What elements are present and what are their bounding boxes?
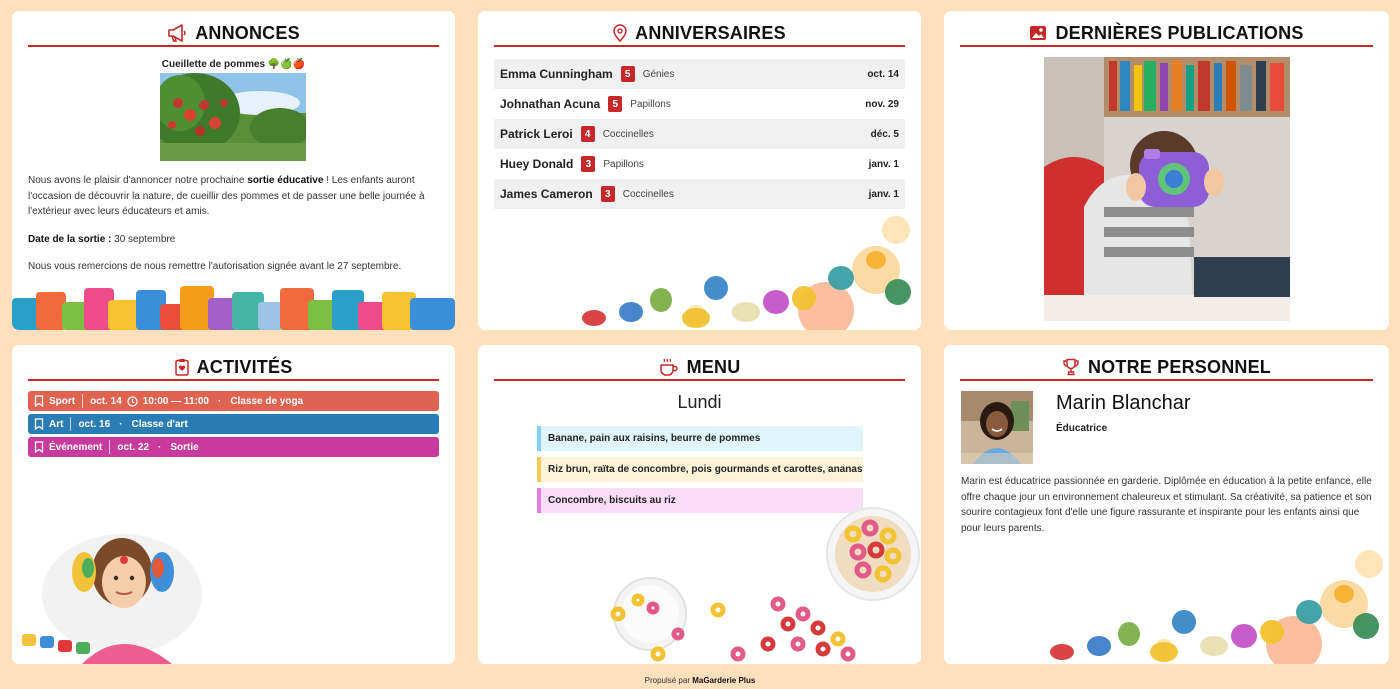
- activity-time: 10:00 — 11:00: [142, 395, 209, 407]
- announcement-body: [28, 173, 431, 287]
- announcement-paragraph: Nous vous remercions de nous remettre l'autorisation signée avant le 27 septembre.: [28, 261, 402, 272]
- menu-card: [478, 345, 921, 664]
- menu-item-text: Banane, pain aux raisins, beurre de pommes: [548, 433, 761, 444]
- birthday-row: [494, 89, 905, 119]
- activity-name: Classe d'art: [131, 418, 188, 430]
- divider: [82, 394, 83, 408]
- birthday-list: [494, 59, 905, 209]
- activities-card: [12, 345, 455, 664]
- coffee-cup-icon: [659, 358, 679, 376]
- activities-header: [28, 357, 439, 381]
- menu-title: MENU: [686, 356, 741, 377]
- announcement-emphasis: sortie éducative: [247, 175, 324, 186]
- birthday-date: janv. 1: [868, 188, 899, 200]
- dot-separator: ·: [119, 418, 123, 430]
- date-label: Date de la sortie :: [28, 233, 112, 245]
- footer: [0, 676, 1400, 685]
- bookmark-icon: [34, 395, 44, 407]
- activity-name: Classe de yoga: [230, 395, 304, 407]
- birthdays-title: ANNIVERSAIRES: [635, 22, 786, 43]
- dot-separator: ·: [217, 395, 222, 407]
- megaphone-icon: [167, 24, 187, 42]
- birthday-row: [494, 59, 905, 89]
- activity-row-art[interactable]: [28, 414, 439, 434]
- staff-title: NOTRE PERSONNEL: [1087, 356, 1272, 377]
- divider: [70, 417, 71, 431]
- birthday-date: oct. 14: [867, 68, 899, 80]
- age-badge: 3: [581, 156, 595, 172]
- image-icon: [1029, 25, 1047, 41]
- announcements-header: [28, 23, 439, 47]
- activity-date: oct. 16: [78, 418, 111, 430]
- announcement-paragraph: [28, 173, 431, 220]
- activity-name: Sortie: [170, 441, 199, 453]
- birthday-group: Papillons: [630, 98, 671, 110]
- birthday-group: Papillons: [603, 158, 644, 170]
- trophy-icon: [1062, 358, 1080, 376]
- birthday-date: déc. 5: [870, 128, 899, 140]
- puzzle-pieces-decoration: [12, 284, 455, 330]
- dot-separator: ·: [158, 441, 162, 453]
- activities-title: ACTIVITÉS: [196, 356, 293, 377]
- birthday-group: Coccinelles: [602, 128, 654, 140]
- announcement-text: Nous avons le plaisir d'annoncer notre prochaine: [28, 175, 248, 186]
- date-value: 30 septembre: [111, 233, 176, 245]
- age-badge: 3: [601, 186, 615, 202]
- clock-icon: [127, 396, 138, 407]
- map-pin-icon: [613, 24, 627, 42]
- cereal-decoration: [478, 504, 921, 664]
- birthday-name: Patrick Leroi: [500, 127, 573, 141]
- activity-category: Art: [49, 418, 64, 430]
- staff-card: [944, 345, 1389, 664]
- birthday-date: janv. 1: [868, 158, 899, 170]
- announcements-card: [12, 11, 455, 330]
- birthday-name: Huey Donald: [500, 157, 574, 171]
- footer-prefix: Propulsé par: [644, 676, 693, 685]
- footer-brand-link[interactable]: MaGarderie Plus: [692, 676, 756, 685]
- publications-title: DERNIÈRES PUBLICATIONS: [1055, 22, 1304, 43]
- bookmark-icon: [34, 418, 44, 430]
- birthday-row: [494, 119, 905, 149]
- announcements-title: ANNONCES: [195, 22, 300, 43]
- staff-name: Marin Blanchar: [1056, 392, 1191, 414]
- birthday-name: Emma Cunningham: [500, 67, 613, 81]
- publications-header: [960, 23, 1373, 47]
- activities-list: [28, 391, 439, 460]
- menu-item-text: Riz brun, raïta de concombre, pois gourmands et carottes, ananas: [548, 464, 863, 475]
- apple-orchard-image: [160, 73, 306, 161]
- activity-row-event[interactable]: [28, 437, 439, 457]
- activity-date: oct. 22: [117, 441, 150, 453]
- painted-hands-decoration: [576, 200, 921, 330]
- activity-category: Sport: [49, 395, 76, 407]
- bookmark-icon: [34, 441, 44, 453]
- birthday-row: [494, 149, 905, 179]
- divider: [109, 440, 110, 454]
- menu-item: [537, 457, 863, 482]
- staff-role: Éducatrice: [1056, 423, 1108, 434]
- birthday-group: Coccinelles: [622, 188, 674, 200]
- birthday-name: Johnathan Acuna: [500, 97, 601, 111]
- clipboard-heart-icon: [175, 358, 189, 376]
- activity-date: oct. 14: [90, 395, 122, 407]
- birthday-group: Génies: [642, 68, 675, 80]
- activity-row-sport[interactable]: [28, 391, 439, 411]
- menu-day: Lundi: [677, 392, 722, 412]
- age-badge: 5: [608, 96, 622, 112]
- birthday-name: James Cameron: [500, 187, 593, 201]
- staff-bio: Marin est éducatrice passionnée en garderie. Diplômée en éducation à la petite enfance, elle offre chaque jour un environnement chaleureux et stimulant. Sa créativité, sa patience et son sourire contagieux font d'elle une figure rassurante et inspirante pour les enfants ainsi que pour leurs parents.: [961, 476, 1372, 534]
- publications-card: [944, 11, 1389, 330]
- age-badge: 4: [581, 126, 595, 142]
- publication-photo[interactable]: [1044, 57, 1290, 321]
- activity-category: Événement: [49, 441, 103, 453]
- menu-item: [537, 426, 863, 451]
- menu-header: [494, 357, 905, 381]
- birthdays-header: [494, 23, 905, 47]
- staff-photo: [961, 391, 1033, 464]
- painting-child-image: [12, 524, 222, 664]
- menu-item-text: Concombre, biscuits au riz: [548, 495, 676, 506]
- birthdays-card: [478, 11, 921, 330]
- announcement-text: ! Les enfants auront l'occasion de découvrir la nature, de cueillir des pommes et de passer une belle journée à l'extérieur avec leurs éducateurs et amis.: [28, 175, 425, 217]
- announcement-date: [28, 232, 431, 248]
- painted-hands-decoration: [1044, 534, 1389, 664]
- age-badge: 5: [621, 66, 635, 82]
- birthday-date: nov. 29: [865, 98, 899, 110]
- announcement-subtitle: Cueillette de pommes 🌳🍏🍎: [161, 59, 306, 70]
- staff-header: [960, 357, 1373, 381]
